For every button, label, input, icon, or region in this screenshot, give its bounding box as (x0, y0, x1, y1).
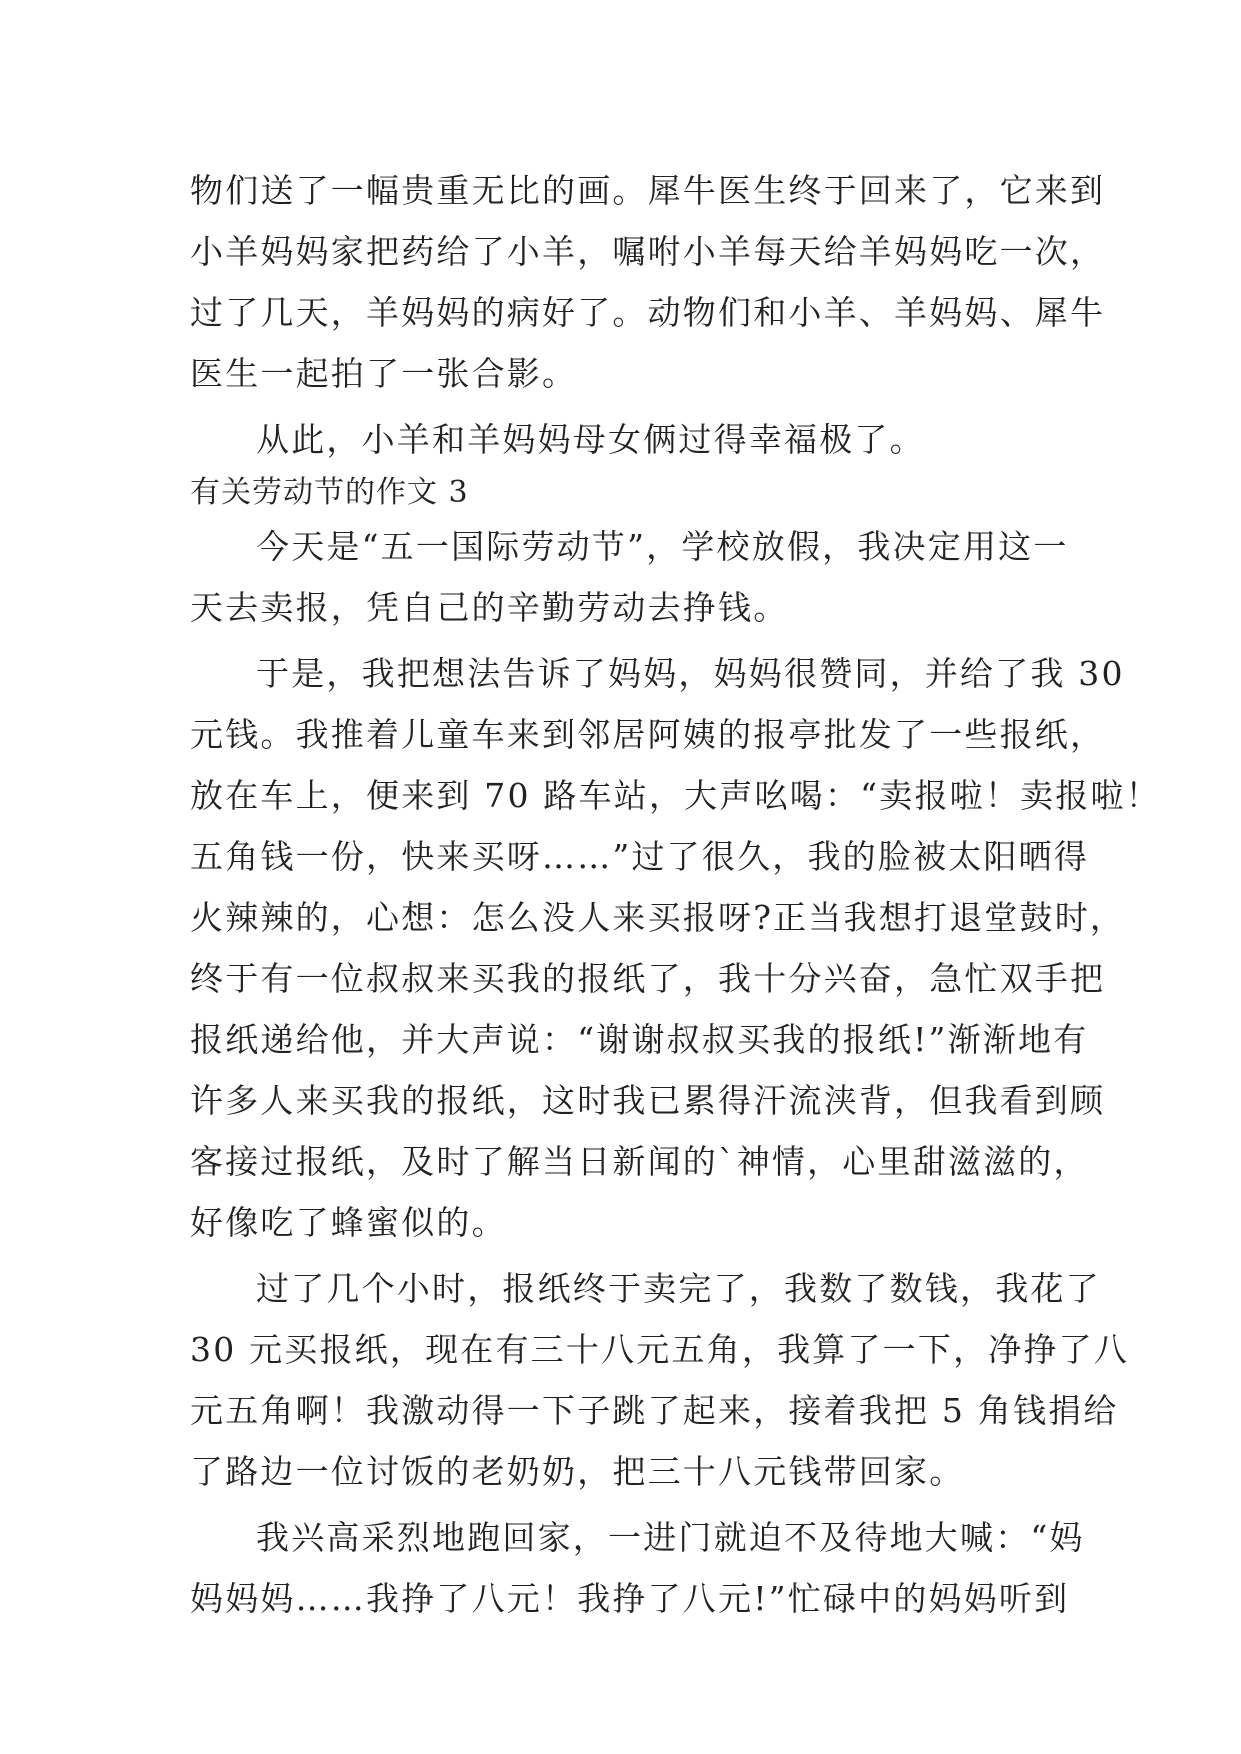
text-line: 五角钱一份，快来买呀……”过了很久，我的脸被太阳晒得 (190, 837, 1090, 876)
text-line: 30 元买报纸，现在有三十八元五角，我算了一下，净挣了八 (190, 1330, 1130, 1369)
text-line: 过了几天，羊妈妈的病好了。动物们和小羊、羊妈妈、犀牛 (190, 293, 1106, 332)
text-line: 今天是“五一国际劳动节”，学校放假，我决定用这一 (256, 527, 1069, 566)
text-line: 天去卖报，凭自己的辛勤劳动去挣钱。 (190, 588, 789, 627)
paragraph-2 (190, 643, 1161, 1253)
text-line: 客接过报纸，及时了解当日新闻的`神情，心里甜滋滋的， (190, 1142, 1089, 1181)
paragraph-closing (190, 409, 1070, 470)
text-line: 医生一起拍了一张合影。 (190, 354, 578, 393)
text-line: 于是，我把想法告诉了妈妈，妈妈很赞同，并给了我 30 (256, 654, 1125, 693)
paragraph-continued (190, 160, 1106, 404)
text-line: 终于有一位叔叔来买我的报纸了，我十分兴奋，急忙双手把 (190, 959, 1106, 998)
paragraph-3 (190, 1258, 1130, 1502)
text-line: 过了几个小时，报纸终于卖完了，我数了数钱，我花了 (256, 1269, 1101, 1308)
text-line: 我兴高采烈地跑回家，一进门就迫不及待地大喊：“妈 (256, 1518, 1085, 1557)
text-line: 元钱。我推着儿童车来到邻居阿姨的报亭批发了一些报纸， (190, 715, 1106, 754)
text-line: 放在车上，便来到 70 路车站，大声吆喝：“卖报啦！卖报啦！ (190, 776, 1161, 815)
text-line: 报纸递给他，并大声说：“谢谢叔叔买我的报纸!”渐渐地有 (190, 1020, 1089, 1059)
text-line: 元五角啊！我激动得一下子跳了起来，接着我把 5 角钱捐给 (190, 1391, 1119, 1430)
paragraph-1 (190, 516, 1070, 638)
text-line: 了路边一位讨饭的老奶奶，把三十八元钱带回家。 (190, 1452, 965, 1491)
text-line: 小羊妈妈家把药给了小羊，嘱咐小羊每天给羊妈妈吃一次， (190, 232, 1106, 271)
text-line: 物们送了一幅贵重无比的画。犀牛医生终于回来了，它来到 (190, 171, 1106, 210)
text-line: 妈妈妈……我挣了八元！我挣了八元!”忙碌中的妈妈听到 (190, 1579, 1070, 1618)
document-body (190, 160, 1161, 1629)
text-line: 许多人来买我的报纸，这时我已累得汗流浃背，但我看到顾 (190, 1081, 1106, 1120)
text-line: 火辣辣的，心想：怎么没人来买报呀?正当我想打退堂鼓时， (190, 898, 1126, 937)
text-line: 好像吃了蜂蜜似的。 (190, 1203, 507, 1242)
text-line: 从此，小羊和羊妈妈母女俩过得幸福极了。 (256, 420, 925, 459)
paragraph-4 (190, 1507, 1085, 1629)
section-heading: 有关劳动节的作文 3 (190, 475, 469, 510)
